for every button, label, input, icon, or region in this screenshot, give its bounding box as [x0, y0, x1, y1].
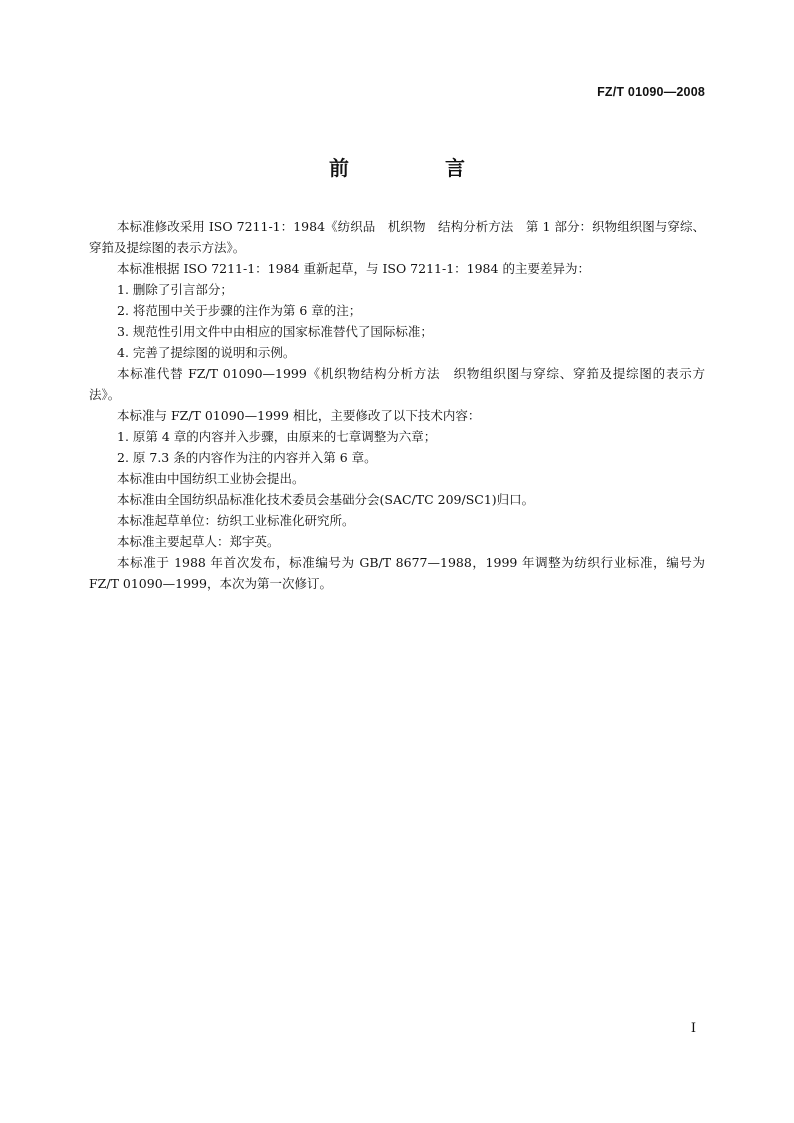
- list-item: 1. 删除了引言部分；: [117, 282, 233, 297]
- paragraph: 本标准于 1988 年首次发布，标准编号为 GB/T 8677—1988，1999 年调整为纺织行业标准，编号为 FZ/T 01090—1999，本次为第一次修订。: [89, 555, 705, 591]
- list-item: 3. 规范性引用文件中由相应的国家标准替代了国际标准；: [117, 324, 433, 339]
- paragraph: 本标准代替 FZ/T 01090—1999《机织物结构分析方法 织物组织图与穿综、穿筘及提综图的表示方法》。: [89, 366, 705, 402]
- page-title: 前 言: [329, 156, 503, 180]
- paragraph: 本标准起草单位：纺织工业标准化研究所。: [117, 513, 355, 528]
- paragraph: 本标准由全国纺织品标准化技术委员会基础分会(SAC/TC 209/SC1)归口。: [117, 492, 535, 507]
- paragraph: 本标准与 FZ/T 01090—1999 相比，主要修改了以下技术内容：: [117, 408, 481, 423]
- page-number: I: [690, 1021, 696, 1036]
- paragraph: 本标准由中国纺织工业协会提出。: [117, 471, 305, 486]
- list-item: 1. 原第 4 章的内容并入步骤，由原来的七章调整为六章；: [117, 429, 437, 444]
- list-item: 2. 原 7.3 条的内容作为注的内容并入第 6 章。: [117, 450, 377, 465]
- list-item: 4. 完善了提综图的说明和示例。: [117, 345, 296, 360]
- body-text: [89, 216, 705, 594]
- paragraph: 本标准主要起草人：郑宇英。: [117, 534, 280, 549]
- standard-code: FZ/T 01090—2008: [597, 85, 705, 99]
- paragraph: 本标准修改采用 ISO 7211-1：1984《纺织品 机织物 结构分析方法 第 1 部分：织物组织图与穿综、穿筘及提综图的表示方法》。: [89, 219, 705, 255]
- paragraph: 本标准根据 ISO 7211-1：1984 重新起草，与 ISO 7211-1：1984 的主要差异为：: [117, 261, 590, 276]
- list-item: 2. 将范围中关于步骤的注作为第 6 章的注；: [117, 303, 362, 318]
